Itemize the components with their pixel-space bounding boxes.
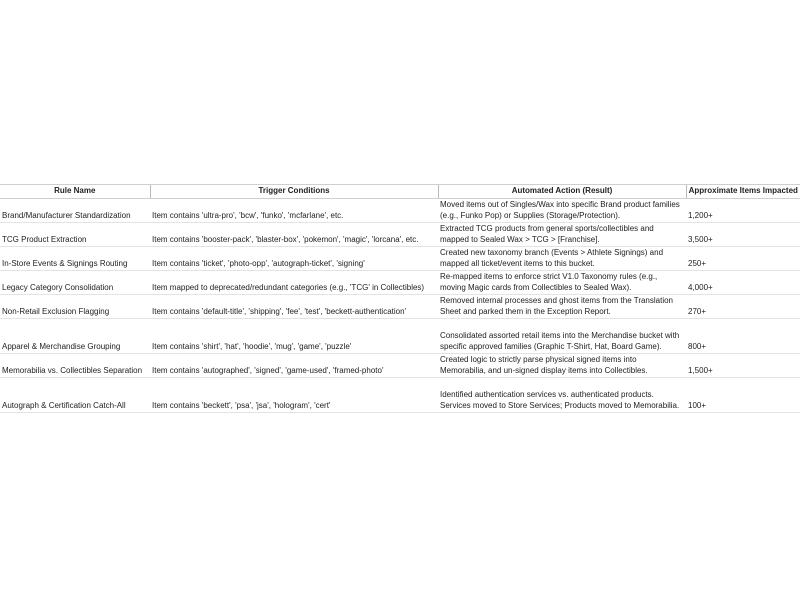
cell-impacted[interactable]: 1,500+ bbox=[686, 354, 800, 378]
table-row bbox=[0, 271, 800, 295]
table-body bbox=[0, 199, 800, 413]
cell-trigger[interactable]: Item contains 'shirt', 'hat', 'hoodie', 'mug', 'game', 'puzzle' bbox=[150, 319, 438, 354]
cell-rule-name[interactable]: TCG Product Extraction bbox=[0, 223, 150, 247]
table-row bbox=[0, 295, 800, 319]
cell-action[interactable]: Created new taxonomy branch (Events > Athlete Signings) and mapped all ticket/event items to this bucket. bbox=[438, 247, 686, 271]
cell-impacted[interactable]: 250+ bbox=[686, 247, 800, 271]
table-row bbox=[0, 354, 800, 378]
cell-trigger[interactable]: Item contains 'ultra-pro', 'bcw', 'funko', 'mcfarlane', etc. bbox=[150, 199, 438, 223]
header-automated-action[interactable]: Automated Action (Result) bbox=[438, 185, 686, 199]
cell-trigger[interactable]: Item contains 'beckett', 'psa', 'jsa', 'hologram', 'cert' bbox=[150, 378, 438, 413]
cell-rule-name[interactable]: Non-Retail Exclusion Flagging bbox=[0, 295, 150, 319]
cell-trigger[interactable]: Item contains 'default-title', 'shipping', 'fee', 'test', 'beckett-authentication' bbox=[150, 295, 438, 319]
cell-rule-name[interactable]: Legacy Category Consolidation bbox=[0, 271, 150, 295]
cell-action[interactable]: Moved items out of Singles/Wax into specific Brand product families (e.g., Funko Pop) or Supplies (Storage/Protection). bbox=[438, 199, 686, 223]
cell-rule-name[interactable]: Brand/Manufacturer Standardization bbox=[0, 199, 150, 223]
header-trigger-conditions[interactable]: Trigger Conditions bbox=[150, 185, 438, 199]
cell-action[interactable]: Created logic to strictly parse physical signed items into Memorabilia, and un-signed display items into Collectibles. bbox=[438, 354, 686, 378]
cell-impacted[interactable]: 3,500+ bbox=[686, 223, 800, 247]
header-row bbox=[0, 185, 800, 199]
table-row bbox=[0, 319, 800, 354]
table-row bbox=[0, 247, 800, 271]
table-row bbox=[0, 223, 800, 247]
cell-rule-name[interactable]: Apparel & Merchandise Grouping bbox=[0, 319, 150, 354]
rules-table bbox=[0, 184, 800, 413]
cell-action[interactable]: Consolidated assorted retail items into the Merchandise bucket with specific approved families (Graphic T-Shirt, Hat, Board Game). bbox=[438, 319, 686, 354]
cell-action[interactable]: Re-mapped items to enforce strict V1.0 Taxonomy rules (e.g., moving Magic cards from Collectibles to Sealed Wax). bbox=[438, 271, 686, 295]
cell-impacted[interactable]: 270+ bbox=[686, 295, 800, 319]
table-row bbox=[0, 378, 800, 413]
cell-rule-name[interactable]: Autograph & Certification Catch-All bbox=[0, 378, 150, 413]
cell-trigger[interactable]: Item contains 'booster-pack', 'blaster-box', 'pokemon', 'magic', 'lorcana', etc. bbox=[150, 223, 438, 247]
cell-rule-name[interactable]: Memorabilia vs. Collectibles Separation bbox=[0, 354, 150, 378]
cell-action[interactable]: Extracted TCG products from general sports/collectibles and mapped to Sealed Wax > TCG > [Franchise]. bbox=[438, 223, 686, 247]
cell-impacted[interactable]: 800+ bbox=[686, 319, 800, 354]
header-items-impacted[interactable]: Approximate Items Impacted bbox=[686, 185, 800, 199]
cell-rule-name[interactable]: In-Store Events & Signings Routing bbox=[0, 247, 150, 271]
table-header bbox=[0, 185, 800, 199]
cell-trigger[interactable]: Item contains 'ticket', 'photo-opp', 'autograph-ticket', 'signing' bbox=[150, 247, 438, 271]
cell-impacted[interactable]: 100+ bbox=[686, 378, 800, 413]
cell-trigger[interactable]: Item contains 'autographed', 'signed', 'game-used', 'framed-photo' bbox=[150, 354, 438, 378]
table-row bbox=[0, 199, 800, 223]
cell-action[interactable]: Identified authentication services vs. authenticated products. Services moved to Store Services; Products moved to Memorabilia. bbox=[438, 378, 686, 413]
header-rule-name[interactable]: Rule Name bbox=[0, 185, 150, 199]
cell-trigger[interactable]: Item mapped to deprecated/redundant categories (e.g., 'TCG' in Collectibles) bbox=[150, 271, 438, 295]
cell-action[interactable]: Removed internal processes and ghost items from the Translation Sheet and parked them in the Exception Report. bbox=[438, 295, 686, 319]
spreadsheet bbox=[0, 184, 800, 413]
cell-impacted[interactable]: 4,000+ bbox=[686, 271, 800, 295]
cell-impacted[interactable]: 1,200+ bbox=[686, 199, 800, 223]
